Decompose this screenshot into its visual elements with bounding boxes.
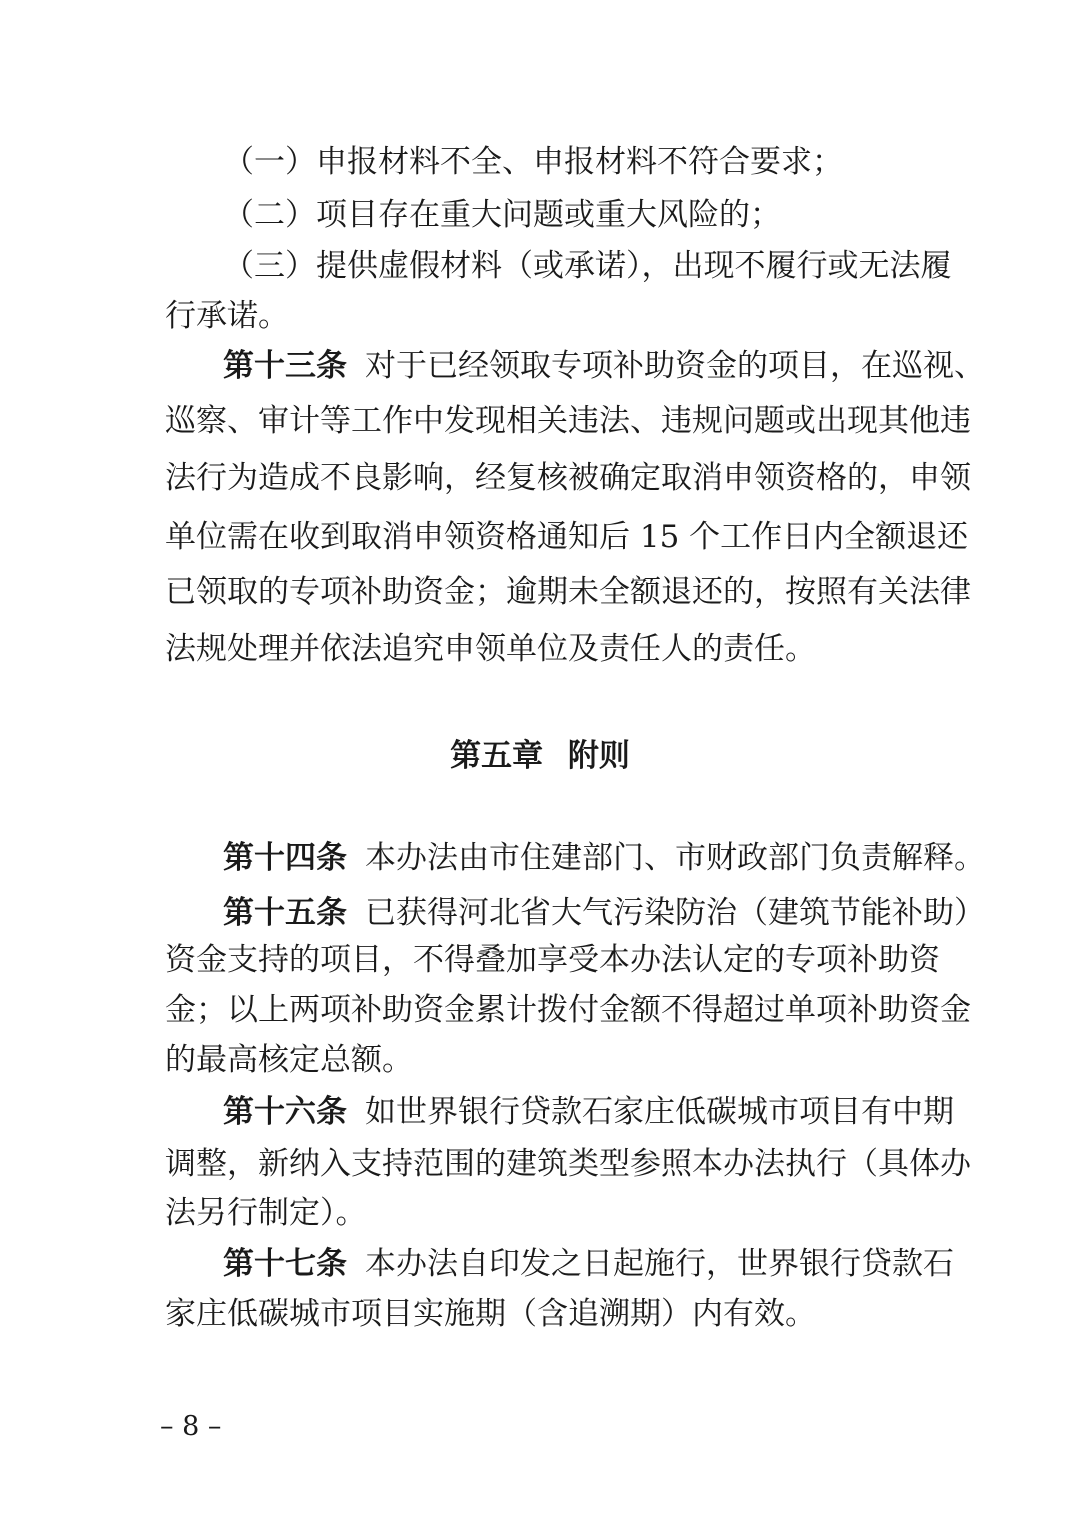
article-14-label: 第十四条: [223, 840, 347, 876]
article-16-text: 如世界银行贷款石家庄低碳城市项目有中期: [365, 1094, 954, 1130]
article-13-line-6: 法规处理并依法追究申领单位及责任人的责任。: [165, 631, 816, 667]
article-15-line-2: 资金支持的项目，不得叠加享受本办法认定的专项补助资: [165, 942, 940, 978]
article-14-text: 本办法由市住建部门、市财政部门负责解释。: [365, 840, 985, 876]
article-16-line-2: 调整，新纳入支持范围的建筑类型参照本办法执行（具体办: [165, 1146, 971, 1182]
article-13-line-5: 已领取的专项补助资金；逾期未全额退还的，按照有关法律: [165, 574, 971, 610]
article-16-label: 第十六条: [223, 1094, 347, 1130]
article-17-line-2: 家庄低碳城市项目实施期（含追溯期）内有效。: [165, 1296, 816, 1332]
list-item-3: （三）提供虚假材料（或承诺），出现不履行或无法履: [223, 248, 952, 284]
article-15-line-4: 的最高核定总额。: [165, 1042, 413, 1078]
article-13: [0, 346, 1080, 386]
list-item-2: （二）项目存在重大问题或重大风险的；: [223, 197, 781, 233]
article-13-text: 对于已经领取专项补助资金的项目，在巡视、: [365, 348, 985, 384]
article-17-label: 第十七条: [223, 1246, 347, 1282]
chapter-title: 第五章 附则: [450, 738, 630, 774]
article-13-label: 第十三条: [223, 348, 347, 384]
article-14: [0, 838, 1080, 878]
list-item-3-continued: 行承诺。: [165, 298, 289, 334]
article-15-line-3: 金；以上两项补助资金累计拨付金额不得超过单项补助资金: [165, 992, 971, 1028]
article-13-line-3: 法行为造成不良影响，经复核被确定取消申领资格的，申领: [165, 460, 971, 496]
article-17: [0, 1244, 1080, 1284]
article-15: [0, 893, 1080, 933]
article-16: [0, 1092, 1080, 1132]
article-17-text: 本办法自印发之日起施行，世界银行贷款石: [365, 1246, 954, 1282]
article-13-line-4: 单位需在收到取消申领资格通知后 15 个工作日内全额退还: [165, 519, 969, 555]
page-number: – 8 –: [160, 1411, 222, 1442]
article-16-line-3: 法另行制定）。: [165, 1195, 367, 1231]
list-item-1: （一）申报材料不全、申报材料不符合要求；: [223, 144, 843, 180]
article-13-line-2: 巡察、审计等工作中发现相关违法、违规问题或出现其他违: [165, 403, 971, 439]
article-15-text: 已获得河北省大气污染防治（建筑节能补助）: [365, 895, 985, 931]
article-15-label: 第十五条: [223, 895, 347, 931]
